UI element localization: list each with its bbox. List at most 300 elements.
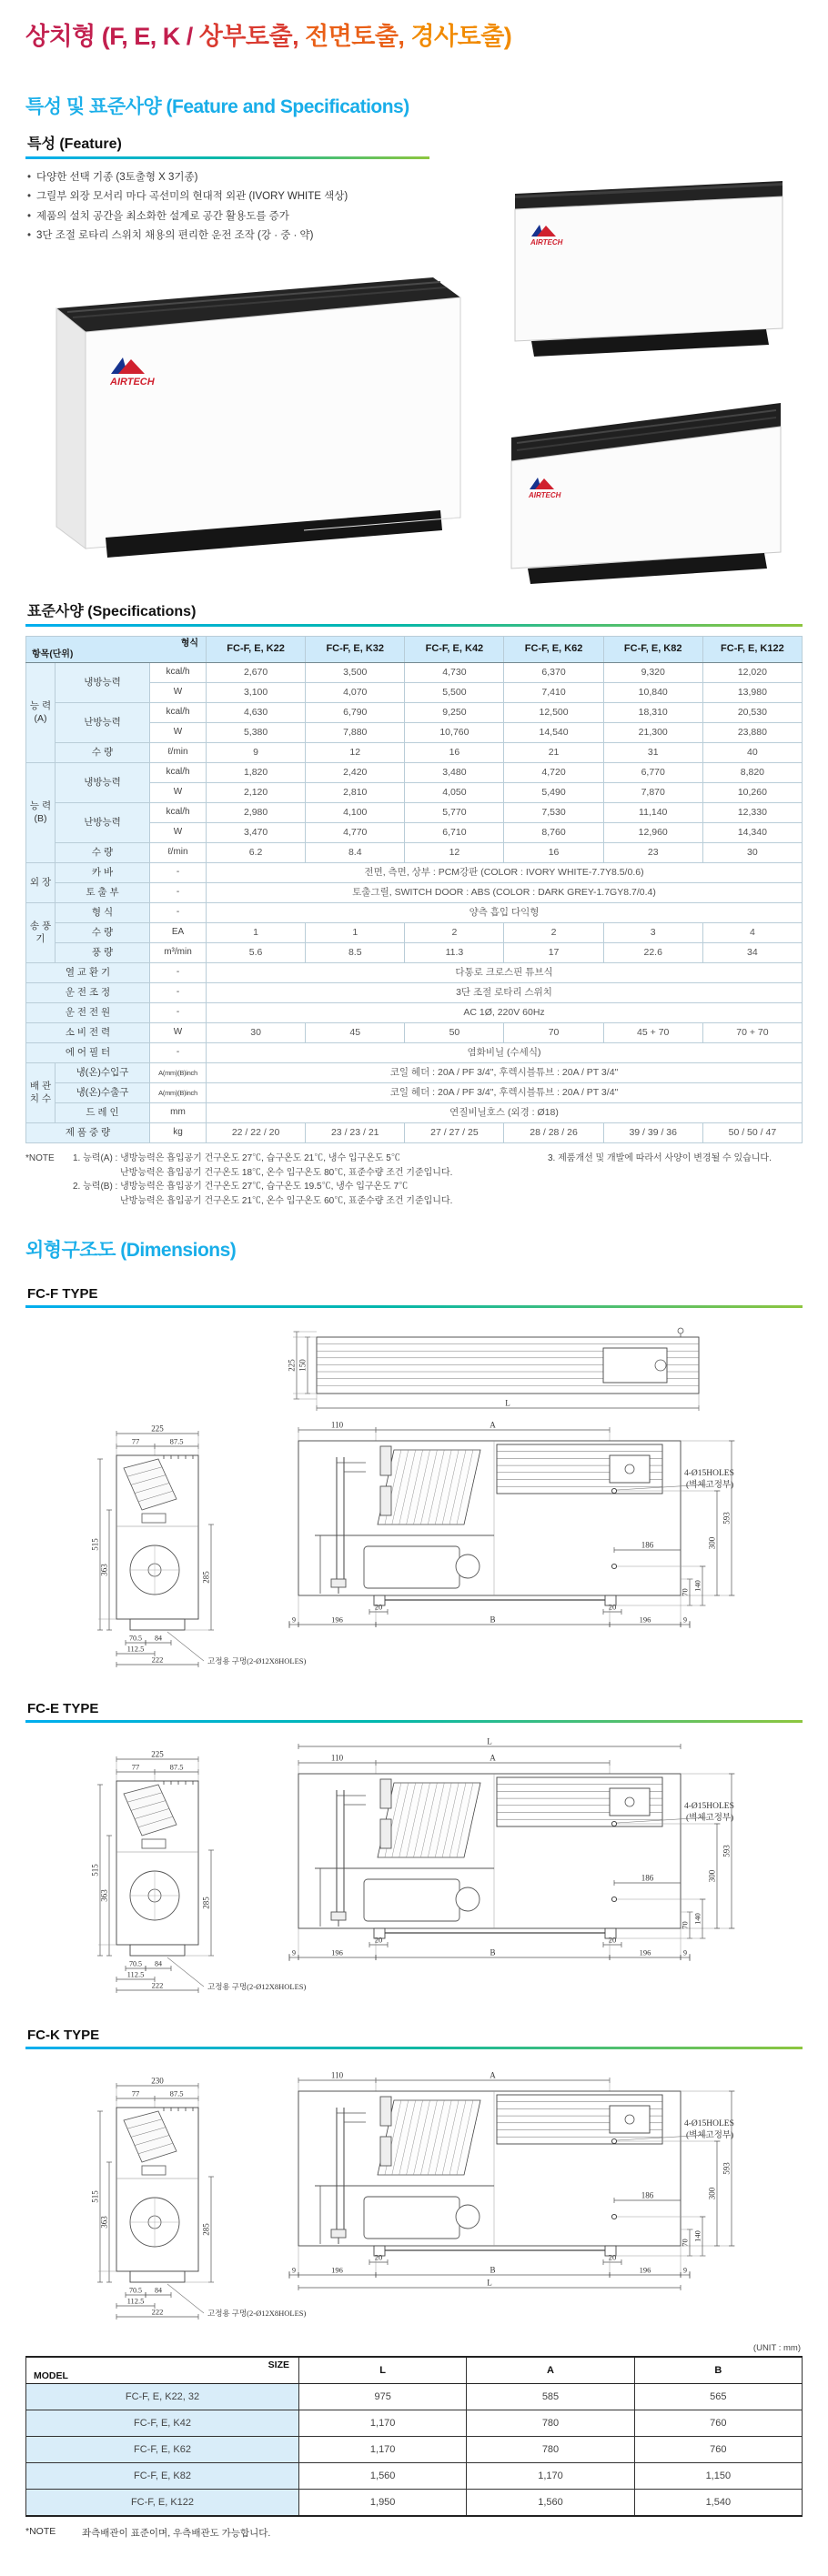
value-cell: 7,530 bbox=[504, 803, 603, 823]
dim-label: 150 bbox=[298, 1359, 308, 1372]
dim-label: 84 bbox=[155, 2286, 162, 2295]
merged-value: 염화비닐 (수세식) bbox=[207, 1043, 803, 1063]
dim-label: 고정용 구멍(2-Ø12X8HOLES) bbox=[207, 1982, 307, 1991]
dim-label: 20 bbox=[608, 2252, 617, 2262]
page-title-segment: 상치형 (F, E, K / bbox=[25, 23, 199, 50]
dim-label: A bbox=[490, 1753, 496, 1763]
unit-label: mm bbox=[150, 1103, 207, 1123]
value-cell: 760 bbox=[634, 2437, 802, 2463]
value-cell: 2 bbox=[405, 923, 504, 943]
dim-label: 196 bbox=[331, 2265, 343, 2275]
value-cell: 17 bbox=[504, 943, 603, 963]
dim-label: 230 bbox=[151, 2076, 164, 2086]
dim-label: 285 bbox=[201, 1897, 211, 1909]
unit-label: EA bbox=[150, 923, 207, 943]
dim-label: 515 bbox=[90, 1538, 100, 1551]
group-label: 외 장 bbox=[26, 863, 56, 903]
model-header: FC-F, E, K82 bbox=[603, 637, 702, 663]
dim-label: L bbox=[505, 1398, 510, 1408]
row-label: 냉(온)수입구 bbox=[56, 1063, 150, 1083]
value-cell: 1,560 bbox=[299, 2463, 467, 2490]
value-cell: 780 bbox=[467, 2410, 634, 2437]
specs-subtitle: 표준사양 (Specifications) bbox=[27, 604, 197, 619]
value-cell: 7,880 bbox=[306, 723, 405, 743]
spec-notes bbox=[25, 1152, 803, 1208]
section-title-dimensions: 외형구조도 (Dimensions) bbox=[25, 1240, 237, 1261]
dim-label: 20 bbox=[608, 1935, 617, 1945]
value-cell: 3 bbox=[603, 923, 702, 943]
feature-bullet: • 3단 조절 로타리 스위치 채용의 편리한 운전 조작 (강 · 중 · 약) bbox=[27, 226, 409, 246]
row-label: 난방능력 bbox=[56, 703, 150, 743]
feature-bullet: • 제품의 설치 공간을 최소화한 설계로 공간 활용도를 증가 bbox=[27, 207, 409, 226]
model-header: FC-F, E, K32 bbox=[306, 637, 405, 663]
value-cell: 12,020 bbox=[702, 663, 802, 683]
dim-label: 77 bbox=[131, 1762, 140, 1772]
dim-label: 70.5 bbox=[129, 1959, 142, 1968]
unit-label: W bbox=[150, 1023, 207, 1043]
note-label: *NOTE bbox=[25, 2526, 56, 2537]
dim-label: 20 bbox=[374, 1602, 383, 1612]
value-cell: 1,150 bbox=[634, 2463, 802, 2490]
dim-label: 84 bbox=[155, 1959, 162, 1968]
unit-label: ℓ/min bbox=[150, 743, 207, 763]
size-header: A bbox=[467, 2357, 634, 2384]
type-block-fcf bbox=[25, 1286, 803, 1677]
value-cell: 4,720 bbox=[504, 763, 603, 783]
value-cell: 8.5 bbox=[306, 943, 405, 963]
value-cell: 23 bbox=[603, 843, 702, 863]
value-cell: 45 bbox=[306, 1023, 405, 1043]
dim-label: 20 bbox=[374, 1935, 383, 1945]
row-label: 열 교 환 기 bbox=[26, 963, 150, 983]
dim-label: 87.5 bbox=[169, 2088, 184, 2098]
size-header: L bbox=[299, 2357, 467, 2384]
value-cell: 13,980 bbox=[702, 683, 802, 703]
group-label: 능 력 (B) bbox=[26, 763, 56, 863]
dim-label: 9 bbox=[683, 1948, 687, 1957]
dim-label: 186 bbox=[641, 1873, 654, 1883]
note-label: *NOTE bbox=[25, 1153, 55, 1163]
value-cell: 3,480 bbox=[405, 763, 504, 783]
row-label: 냉(온)수출구 bbox=[56, 1083, 150, 1103]
value-cell: 1 bbox=[306, 923, 405, 943]
dim-label: 70.5 bbox=[129, 2286, 142, 2295]
fck-drawing-svg bbox=[25, 2062, 799, 2330]
merged-value: 양측 흡입 다익형 bbox=[207, 903, 803, 923]
type-block-fce bbox=[25, 1701, 803, 2004]
unit-label: W bbox=[150, 723, 207, 743]
page-title bbox=[25, 16, 803, 52]
value-cell: 34 bbox=[702, 943, 802, 963]
type-title-fck: FC-K TYPE bbox=[27, 2028, 100, 2043]
row-label: 토 출 부 bbox=[56, 883, 150, 903]
feature-bullets bbox=[27, 168, 409, 246]
merged-value: 3단 조절 로타리 스위치 bbox=[207, 983, 803, 1003]
dim-label: 593 bbox=[722, 1845, 732, 1857]
unit-label: A(mm)(B)inch bbox=[150, 1063, 207, 1083]
row-label: 형 식 bbox=[56, 903, 150, 923]
value-cell: 12 bbox=[405, 843, 504, 863]
airtech-logo-text: AIRTECH bbox=[110, 377, 155, 387]
size-table bbox=[25, 2356, 803, 2517]
value-cell: 2,980 bbox=[207, 803, 306, 823]
row-label: 에 어 필 터 bbox=[26, 1043, 150, 1063]
model-header: FC-F, E, K122 bbox=[702, 637, 802, 663]
merged-value: 코일 헤더 : 20A / PF 3/4", 후렉시블튜브 : 20A / PT 3/4" bbox=[207, 1083, 803, 1103]
value-cell: 16 bbox=[405, 743, 504, 763]
merged-value: 연질비닐호스 (외경 : Ø18) bbox=[207, 1103, 803, 1123]
divider-line bbox=[25, 156, 429, 159]
type-title-fce: FC-E TYPE bbox=[27, 1701, 99, 1716]
value-cell: 27 / 27 / 25 bbox=[405, 1123, 504, 1143]
value-cell: 30 bbox=[207, 1023, 306, 1043]
row-label: 운 전 조 정 bbox=[26, 983, 150, 1003]
dim-label: 140 bbox=[692, 1913, 702, 1925]
value-cell: 5,770 bbox=[405, 803, 504, 823]
row-label: 카 바 bbox=[56, 863, 150, 883]
dim-label: 9 bbox=[292, 1948, 296, 1957]
footer-note bbox=[25, 2526, 803, 2540]
value-cell: 10,760 bbox=[405, 723, 504, 743]
fce-technical-drawing bbox=[25, 1732, 803, 2004]
unit-label: kg bbox=[150, 1123, 207, 1143]
dim-label: (벽체고정부) bbox=[686, 1481, 734, 1490]
page-title-segment: 경사토출) bbox=[410, 23, 512, 50]
dim-label: 285 bbox=[201, 1571, 211, 1584]
value-cell: 9 bbox=[207, 743, 306, 763]
model-header: FC-F, E, K42 bbox=[405, 637, 504, 663]
unit-label: ℓ/min bbox=[150, 843, 207, 863]
value-cell: 1,170 bbox=[299, 2437, 467, 2463]
unit-label: kcal/h bbox=[150, 803, 207, 823]
note-main bbox=[73, 1152, 548, 1208]
value-cell: 2,670 bbox=[207, 663, 306, 683]
value-cell: 585 bbox=[467, 2384, 634, 2410]
dim-label: B bbox=[490, 2265, 496, 2275]
dim-label: 70 bbox=[680, 1588, 690, 1596]
page-title-segment: 전면토출, bbox=[305, 23, 411, 50]
value-cell: 3,100 bbox=[207, 683, 306, 703]
value-cell: 780 bbox=[467, 2437, 634, 2463]
value-cell: 1 bbox=[207, 923, 306, 943]
value-cell: 4,730 bbox=[405, 663, 504, 683]
unit-label: - bbox=[150, 983, 207, 1003]
group-label: 배 관 치 수 bbox=[26, 1063, 56, 1123]
dim-label: 70.5 bbox=[129, 1634, 142, 1643]
value-cell: 70 + 70 bbox=[702, 1023, 802, 1043]
value-cell: 12,330 bbox=[702, 803, 802, 823]
dim-label: 4-Ø15HOLES bbox=[684, 2119, 734, 2128]
dim-label: 196 bbox=[639, 1615, 651, 1625]
fce-drawing-svg bbox=[25, 1736, 799, 2004]
dim-label: 196 bbox=[639, 2265, 651, 2275]
value-cell: 16 bbox=[504, 843, 603, 863]
value-cell: 70 bbox=[504, 1023, 603, 1043]
dim-label: 225 bbox=[287, 1359, 297, 1372]
corner-bottom-label: 항목(단위) bbox=[32, 649, 74, 659]
merged-value: 코일 헤더 : 20A / PF 3/4", 후렉시블튜브 : 20A / PT 3/4" bbox=[207, 1063, 803, 1083]
dim-label: 110 bbox=[330, 1753, 344, 1763]
corner-top-label: 형식 bbox=[180, 639, 199, 649]
dim-label: (벽체고정부) bbox=[686, 2131, 734, 2140]
feature-area bbox=[25, 168, 803, 594]
dim-label: (벽체고정부) bbox=[686, 1814, 734, 1823]
value-cell: 5,490 bbox=[504, 783, 603, 803]
dim-label: 4-Ø15HOLES bbox=[684, 1802, 734, 1811]
type-block-fck bbox=[25, 2028, 803, 2330]
dim-label: A bbox=[490, 1420, 496, 1430]
dim-label: 9 bbox=[292, 1615, 296, 1625]
value-cell: 9,250 bbox=[405, 703, 504, 723]
note-line: 난방능력은 흡입공기 건구온도 18℃, 온수 입구온도 80℃, 표준수량 조건 기준입니다. bbox=[120, 1167, 453, 1178]
model-header: FC-F, E, K22 bbox=[207, 637, 306, 663]
dim-label: 593 bbox=[722, 1512, 732, 1524]
dim-label: 112.5 bbox=[126, 1969, 145, 1979]
corner-cell bbox=[26, 637, 207, 663]
row-label: 냉방능력 bbox=[56, 763, 150, 803]
value-cell: 8,760 bbox=[504, 823, 603, 843]
value-cell: 23 / 23 / 21 bbox=[306, 1123, 405, 1143]
dim-label: A bbox=[490, 2070, 496, 2080]
dim-label: 515 bbox=[90, 2190, 100, 2203]
unit-label: W bbox=[150, 683, 207, 703]
size-header: B bbox=[634, 2357, 802, 2384]
dim-label: 110 bbox=[330, 1420, 344, 1430]
model-cell: FC-F, E, K42 bbox=[26, 2410, 299, 2437]
divider-line bbox=[25, 2047, 803, 2049]
value-cell: 2,120 bbox=[207, 783, 306, 803]
value-cell: 5.6 bbox=[207, 943, 306, 963]
value-cell: 20,530 bbox=[702, 703, 802, 723]
row-label: 수 량 bbox=[56, 843, 150, 863]
value-cell: 14,540 bbox=[504, 723, 603, 743]
dim-label: 9 bbox=[683, 2266, 687, 2275]
value-cell: 10,260 bbox=[702, 783, 802, 803]
feature-subtitle: 특성 (Feature) bbox=[27, 136, 122, 152]
dim-label: 110 bbox=[330, 2070, 344, 2080]
dim-label: 고정용 구멍(2-Ø12X8HOLES) bbox=[207, 1656, 307, 1665]
dim-label: L bbox=[487, 2278, 492, 2288]
value-cell: 6,790 bbox=[306, 703, 405, 723]
note-line: 좌측배관이 표준이며, 우측배관도 가능합니다. bbox=[82, 2528, 271, 2539]
dim-label: 196 bbox=[331, 1947, 343, 1957]
row-label: 난방능력 bbox=[56, 803, 150, 843]
dim-label: 112.5 bbox=[126, 2296, 145, 2306]
row-label: 제 품 중 량 bbox=[26, 1123, 150, 1143]
dim-label: B bbox=[490, 1947, 496, 1957]
dim-label: 186 bbox=[641, 2190, 654, 2200]
dim-label: 20 bbox=[608, 1602, 617, 1612]
value-cell: 3,470 bbox=[207, 823, 306, 843]
model-cell: FC-F, E, K22, 32 bbox=[26, 2384, 299, 2410]
dim-label: 363 bbox=[99, 2216, 109, 2229]
dim-label: 300 bbox=[707, 1536, 717, 1550]
dim-label: 87.5 bbox=[169, 1762, 184, 1772]
value-cell: 39 / 39 / 36 bbox=[603, 1123, 702, 1143]
model-cell: FC-F, E, K122 bbox=[26, 2490, 299, 2517]
dim-label: L bbox=[487, 1736, 492, 1746]
value-cell: 21,300 bbox=[603, 723, 702, 743]
dim-label: 112.5 bbox=[126, 1644, 145, 1654]
value-cell: 8.4 bbox=[306, 843, 405, 863]
dim-label: 225 bbox=[151, 1749, 164, 1759]
value-cell: 1,170 bbox=[467, 2463, 634, 2490]
unit-label: - bbox=[150, 963, 207, 983]
dim-label: 140 bbox=[692, 1580, 702, 1592]
value-cell: 11,140 bbox=[603, 803, 702, 823]
value-cell: 31 bbox=[603, 743, 702, 763]
value-cell: 565 bbox=[634, 2384, 802, 2410]
unit-label: m³/min bbox=[150, 943, 207, 963]
value-cell: 7,410 bbox=[504, 683, 603, 703]
value-cell: 45 + 70 bbox=[603, 1023, 702, 1043]
dim-label: 300 bbox=[707, 2187, 717, 2200]
value-cell: 14,340 bbox=[702, 823, 802, 843]
value-cell: 23,880 bbox=[702, 723, 802, 743]
divider-line bbox=[25, 1720, 803, 1723]
value-cell: 3,500 bbox=[306, 663, 405, 683]
row-label: 소 비 전 력 bbox=[26, 1023, 150, 1043]
page-title-segment: 상부토출, bbox=[198, 23, 306, 50]
dim-label: 70 bbox=[680, 2239, 690, 2247]
dim-label: 196 bbox=[331, 1615, 343, 1625]
row-label: 드 레 인 bbox=[56, 1103, 150, 1123]
divider-line bbox=[25, 1305, 803, 1308]
dim-label: 9 bbox=[683, 1615, 687, 1625]
value-cell: 4,770 bbox=[306, 823, 405, 843]
note-line: 난방능력은 흡입공기 건구온도 21℃, 온수 입구온도 60℃, 표준수량 조건 기준입니다. bbox=[120, 1195, 453, 1206]
value-cell: 5,500 bbox=[405, 683, 504, 703]
value-cell: 6,770 bbox=[603, 763, 702, 783]
unit-label: kcal/h bbox=[150, 703, 207, 723]
value-cell: 7,870 bbox=[603, 783, 702, 803]
dim-label: 593 bbox=[722, 2162, 732, 2175]
value-cell: 4,630 bbox=[207, 703, 306, 723]
value-cell: 1,820 bbox=[207, 763, 306, 783]
dim-label: 140 bbox=[692, 2230, 702, 2242]
value-cell: 40 bbox=[702, 743, 802, 763]
merged-value: 토출그릴, SWITCH DOOR : ABS (COLOR : DARK GREY-1.7GY8.7/0.4) bbox=[207, 883, 803, 903]
unit-note: (UNIT : mm) bbox=[752, 2343, 801, 2353]
merged-value: AC 1Ø, 220V 60Hz bbox=[207, 1003, 803, 1023]
dim-label: 363 bbox=[99, 1564, 109, 1576]
unit-label: - bbox=[150, 903, 207, 923]
unit-label: W bbox=[150, 823, 207, 843]
value-cell: 2,420 bbox=[306, 763, 405, 783]
value-cell: 2,810 bbox=[306, 783, 405, 803]
value-cell: 22.6 bbox=[603, 943, 702, 963]
fcf-drawing-svg bbox=[25, 1321, 799, 1677]
unit-label: - bbox=[150, 1043, 207, 1063]
value-cell: 12,500 bbox=[504, 703, 603, 723]
note-line: 1. 능력(A) : 냉방능력은 흡입공기 건구온도 27℃, 습구온도 21℃, 냉수 입구온도 5℃ bbox=[73, 1153, 400, 1163]
value-cell: 9,320 bbox=[603, 663, 702, 683]
dim-label: 70 bbox=[680, 1921, 690, 1929]
dim-label: 222 bbox=[151, 1655, 164, 1665]
value-cell: 28 / 28 / 26 bbox=[504, 1123, 603, 1143]
value-cell: 6,710 bbox=[405, 823, 504, 843]
airtech-logo-text: AIRTECH bbox=[530, 238, 563, 247]
value-cell: 5,380 bbox=[207, 723, 306, 743]
dim-label: 300 bbox=[707, 1869, 717, 1883]
dim-label: 222 bbox=[151, 2307, 164, 2317]
row-label: 냉방능력 bbox=[56, 663, 150, 703]
size-corner-bottom: MODEL bbox=[34, 2370, 68, 2381]
value-cell: 975 bbox=[299, 2384, 467, 2410]
value-cell: 11.3 bbox=[405, 943, 504, 963]
value-cell: 1,170 bbox=[299, 2410, 467, 2437]
model-cell: FC-F, E, K62 bbox=[26, 2437, 299, 2463]
group-label: 능 력 (A) bbox=[26, 663, 56, 763]
dim-label: 515 bbox=[90, 1864, 100, 1877]
value-cell: 4 bbox=[702, 923, 802, 943]
type-title-fcf: FC-F TYPE bbox=[27, 1286, 98, 1302]
feature-bullet: • 다양한 선택 기종 (3토출형 X 3기종) bbox=[27, 168, 409, 187]
dim-label: 186 bbox=[641, 1540, 654, 1550]
value-cell: 4,070 bbox=[306, 683, 405, 703]
section-title-feature-specs: 특성 및 표준사양 (Feature and Specifications) bbox=[25, 96, 409, 117]
dim-label: 363 bbox=[99, 1889, 109, 1902]
value-cell: 2 bbox=[504, 923, 603, 943]
dim-label: 9 bbox=[292, 2266, 296, 2275]
value-cell: 760 bbox=[634, 2410, 802, 2437]
value-cell: 1,560 bbox=[467, 2490, 634, 2517]
value-cell: 1,950 bbox=[299, 2490, 467, 2517]
product-image-slant-discharge-unit bbox=[499, 387, 799, 589]
unit-label: kcal/h bbox=[150, 663, 207, 683]
value-cell: 10,840 bbox=[603, 683, 702, 703]
size-corner-cell bbox=[26, 2357, 299, 2384]
value-cell: 4,050 bbox=[405, 783, 504, 803]
dim-label: B bbox=[490, 1615, 496, 1625]
group-label: 송 풍 기 bbox=[26, 903, 56, 963]
dim-label: 고정용 구멍(2-Ø12X8HOLES) bbox=[207, 2309, 307, 2318]
note-line: 2. 능력(B) : 냉방능력은 흡입공기 건구온도 27℃, 습구온도 19.5℃, 냉수 입구온도 7℃ bbox=[73, 1182, 409, 1192]
dim-label: 87.5 bbox=[169, 1436, 184, 1446]
row-label: 수 량 bbox=[56, 743, 150, 763]
value-cell: 21 bbox=[504, 743, 603, 763]
airtech-logo-text: AIRTECH bbox=[529, 491, 561, 499]
dim-label: 20 bbox=[374, 2252, 383, 2262]
product-image-large-unit bbox=[31, 247, 490, 579]
dim-label: 4-Ø15HOLES bbox=[684, 1469, 734, 1478]
unit-label: kcal/h bbox=[150, 763, 207, 783]
value-cell: 22 / 22 / 20 bbox=[207, 1123, 306, 1143]
unit-label: - bbox=[150, 863, 207, 883]
row-label: 운 전 전 원 bbox=[26, 1003, 150, 1023]
note-line: 3. 제품개선 및 개발에 따라서 사양이 변경될 수 있습니다. bbox=[548, 1153, 772, 1163]
dim-label: 77 bbox=[131, 1436, 140, 1446]
divider-line bbox=[25, 624, 803, 627]
product-image-top-discharge-unit bbox=[502, 168, 803, 361]
value-cell: 6.2 bbox=[207, 843, 306, 863]
value-cell: 8,820 bbox=[702, 763, 802, 783]
dim-label: 285 bbox=[201, 2223, 211, 2236]
unit-label: A(mm)(B)inch bbox=[150, 1083, 207, 1103]
value-cell: 30 bbox=[702, 843, 802, 863]
unit-label: - bbox=[150, 1003, 207, 1023]
dim-label: 225 bbox=[151, 1424, 164, 1434]
merged-value: 다통로 크로스핀 튜브식 bbox=[207, 963, 803, 983]
value-cell: 1,540 bbox=[634, 2490, 802, 2517]
size-corner-top: SIZE bbox=[268, 2360, 289, 2370]
fcf-technical-drawing bbox=[25, 1317, 803, 1677]
unit-label: W bbox=[150, 783, 207, 803]
feature-bullet: • 그릴부 외장 모서리 마다 곡선미의 현대적 외관 (IVORY WHITE 색상) bbox=[27, 187, 409, 206]
merged-value: 전면, 측면, 상부 : PCM강판 (COLOR : IVORY WHITE-7.7Y8.5/0.6) bbox=[207, 863, 803, 883]
dim-label: 222 bbox=[151, 1980, 164, 1990]
model-header: FC-F, E, K62 bbox=[504, 637, 603, 663]
